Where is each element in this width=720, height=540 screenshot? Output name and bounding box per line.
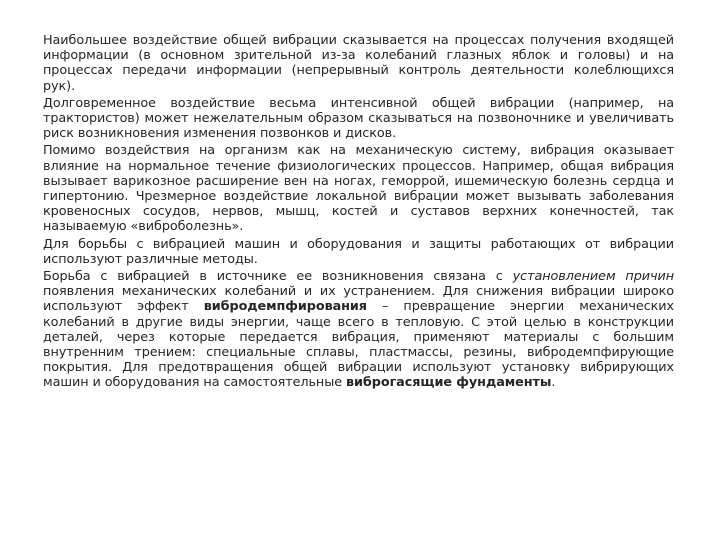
- paragraph-general-vibration: [43, 33, 674, 94]
- paragraph-physiological-effects: [43, 143, 674, 234]
- text-run: Долговременное воздействие весьма интенсивной общей вибрации (например, на трактористов) может нежелательным образом сказываться на позвоночнике и увеличивать риск возникновения изменения позвонков и дисков.: [43, 95, 674, 142]
- paragraph-protection-methods: [43, 237, 674, 267]
- text-run: Помимо воздействия на организм как на механическую систему, вибрация оказывает влияние на нормальное течение физиологических процессов. Например, общая вибрация вызывает варикозное расширение вен на ногах, геморрой, ишемическую болезнь сердца и гипертонию. Чрезмерное воздействие локальной вибрации может вызывать заболевания кровеносных сосудов, нервов, мышц, костей и суставов верхних конечностей, так называемую «виброболезнь».: [43, 143, 674, 235]
- text-run: появления механических колебаний и их устранением. Для снижения вибрации широко используют эффект: [43, 284, 674, 315]
- text-run: – превращение энергии механических колебаний в другие виды энергии, чаще всего в тепловую. С этой целью в конструкции деталей, через которые передается вибрация, применяют материалы с большим внутренним трением: специальные сплавы, пластмассы, резины, вибродемпфирующие покрытия. Для предотвращения общей вибрации используют установку вибрирующих машин и оборудования на самостоятельные: [43, 299, 674, 391]
- text-run: .: [551, 375, 556, 391]
- text-run: Наибольшее воздействие общей вибрации сказывается на процессах получения входящей информации (в основном зрительной из-за колебаний глазных яблок и головы) и на процессах передачи информации (непрерывный контроль деятельности колеблющихся рук).: [43, 33, 674, 94]
- paragraph-source-control: [43, 269, 674, 391]
- bold-term: вибродемпфирования: [203, 299, 367, 315]
- text-run: Борьба с вибрацией в источнике ее возникновения связана с: [43, 269, 513, 285]
- bold-term: виброгасящие фундаменты: [346, 375, 552, 391]
- text-run: Для борьбы с вибрацией машин и оборудования и защиты работающих от вибрации используют различные методы.: [43, 236, 674, 267]
- emphasized-term: установлением причин: [512, 269, 674, 285]
- paragraph-long-term-effects: [43, 96, 674, 142]
- document-body: [43, 33, 674, 391]
